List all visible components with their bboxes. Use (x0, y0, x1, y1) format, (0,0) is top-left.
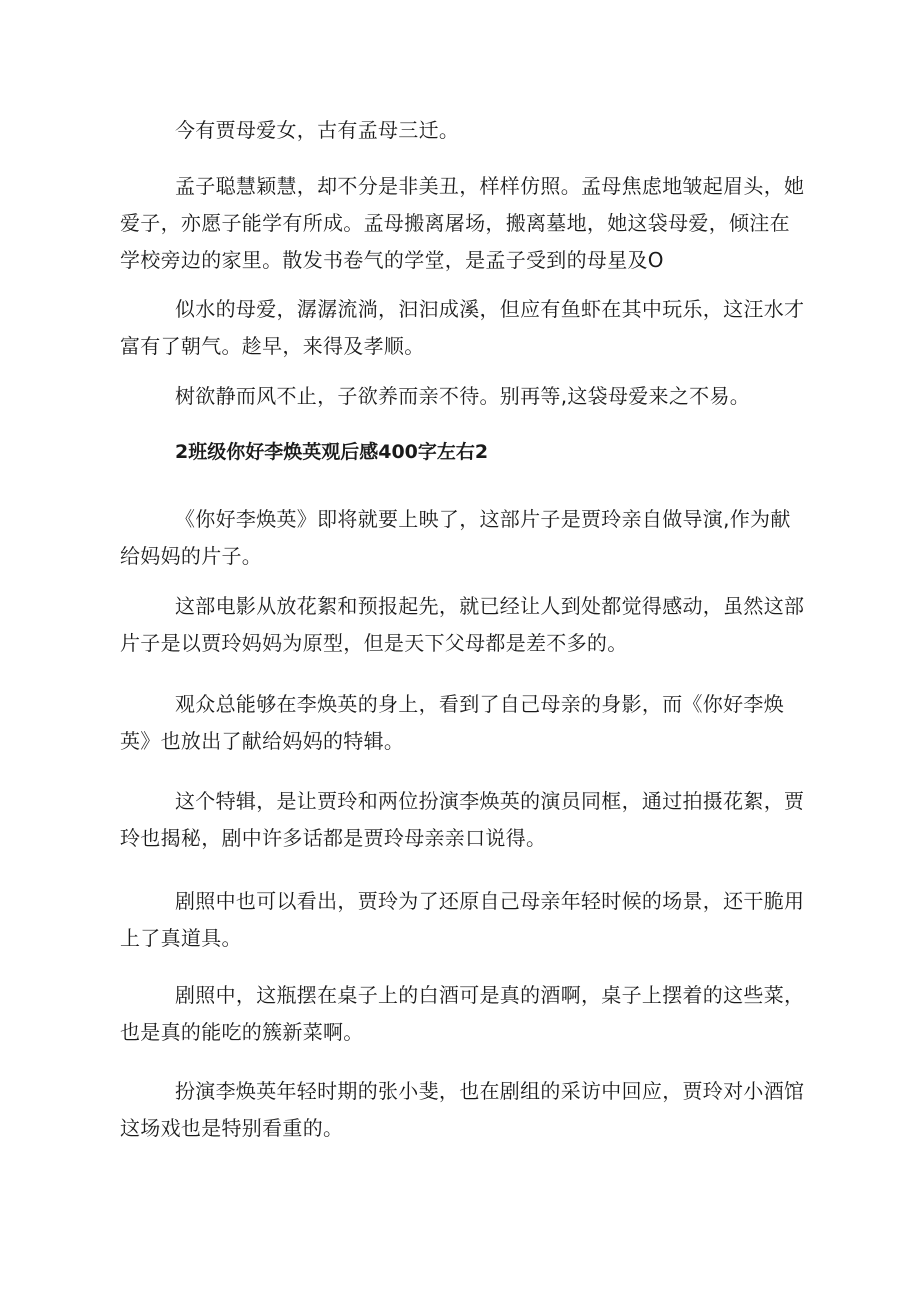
paragraph-6: 这部电影从放花絮和预报起先，就已经让人到处都觉得感动，虽然这部片子是以贾玲妈妈为原型，但是天下父母都是差不多的。 (120, 594, 805, 655)
paragraph-4: 树欲静而风不止，子欲养而亲不待。别再等,这袋母爱来之不易。 (175, 384, 751, 408)
paragraph-3: 似水的母爱，潺潺流淌，汩汩成溪，但应有鱼虾在其中玩乐，这汪水才富有了朝气。趁早，来得及孝顺。 (120, 297, 805, 358)
paragraph-1: 今有贾母爱女，古有孟母三迁。 (175, 118, 460, 142)
section-heading: 2班级你好李焕英观后感400字左右2 (175, 441, 489, 463)
paragraph-5: 《你好李焕英》即将就要上映了，这部片子是贾玲亲自做导演,作为献给妈妈的片子。 (120, 507, 791, 568)
paragraph-9: 剧照中也可以看出，贾玲为了还原自己母亲年轻时候的场景，还干脆用上了真道具。 (120, 889, 805, 950)
paragraph-11: 扮演李焕英年轻时期的张小斐，也在剧组的采访中回应，贾玲对小酒馆这场戏也是特别看重的。 (120, 1079, 805, 1140)
paragraph-7: 观众总能够在李焕英的身上，看到了自己母亲的身影，而《你好李焕英》也放出了献给妈妈的特辑。 (120, 692, 784, 753)
paragraph-10: 剧照中，这瓶摆在桌子上的白酒可是真的酒啊，桌子上摆着的这些菜，也是真的能吃的簇新菜啊。 (120, 983, 805, 1044)
paragraph-8: 这个特辑，是让贾玲和两位扮演李焕英的演员同框，通过拍摄花絮，贾玲也揭秘，剧中许多话都是贾玲母亲亲口说得。 (120, 789, 805, 850)
paragraph-2: 孟子聪慧颖慧，却不分是非美丑，样样仿照。孟母焦虑地皱起眉头，她爱子，亦愿子能学有所成。孟母搬离屠场，搬离墓地，她这袋母爱，倾注在学校旁边的家里。散发书卷气的学堂，是孟子受到的母星及O (120, 174, 805, 272)
